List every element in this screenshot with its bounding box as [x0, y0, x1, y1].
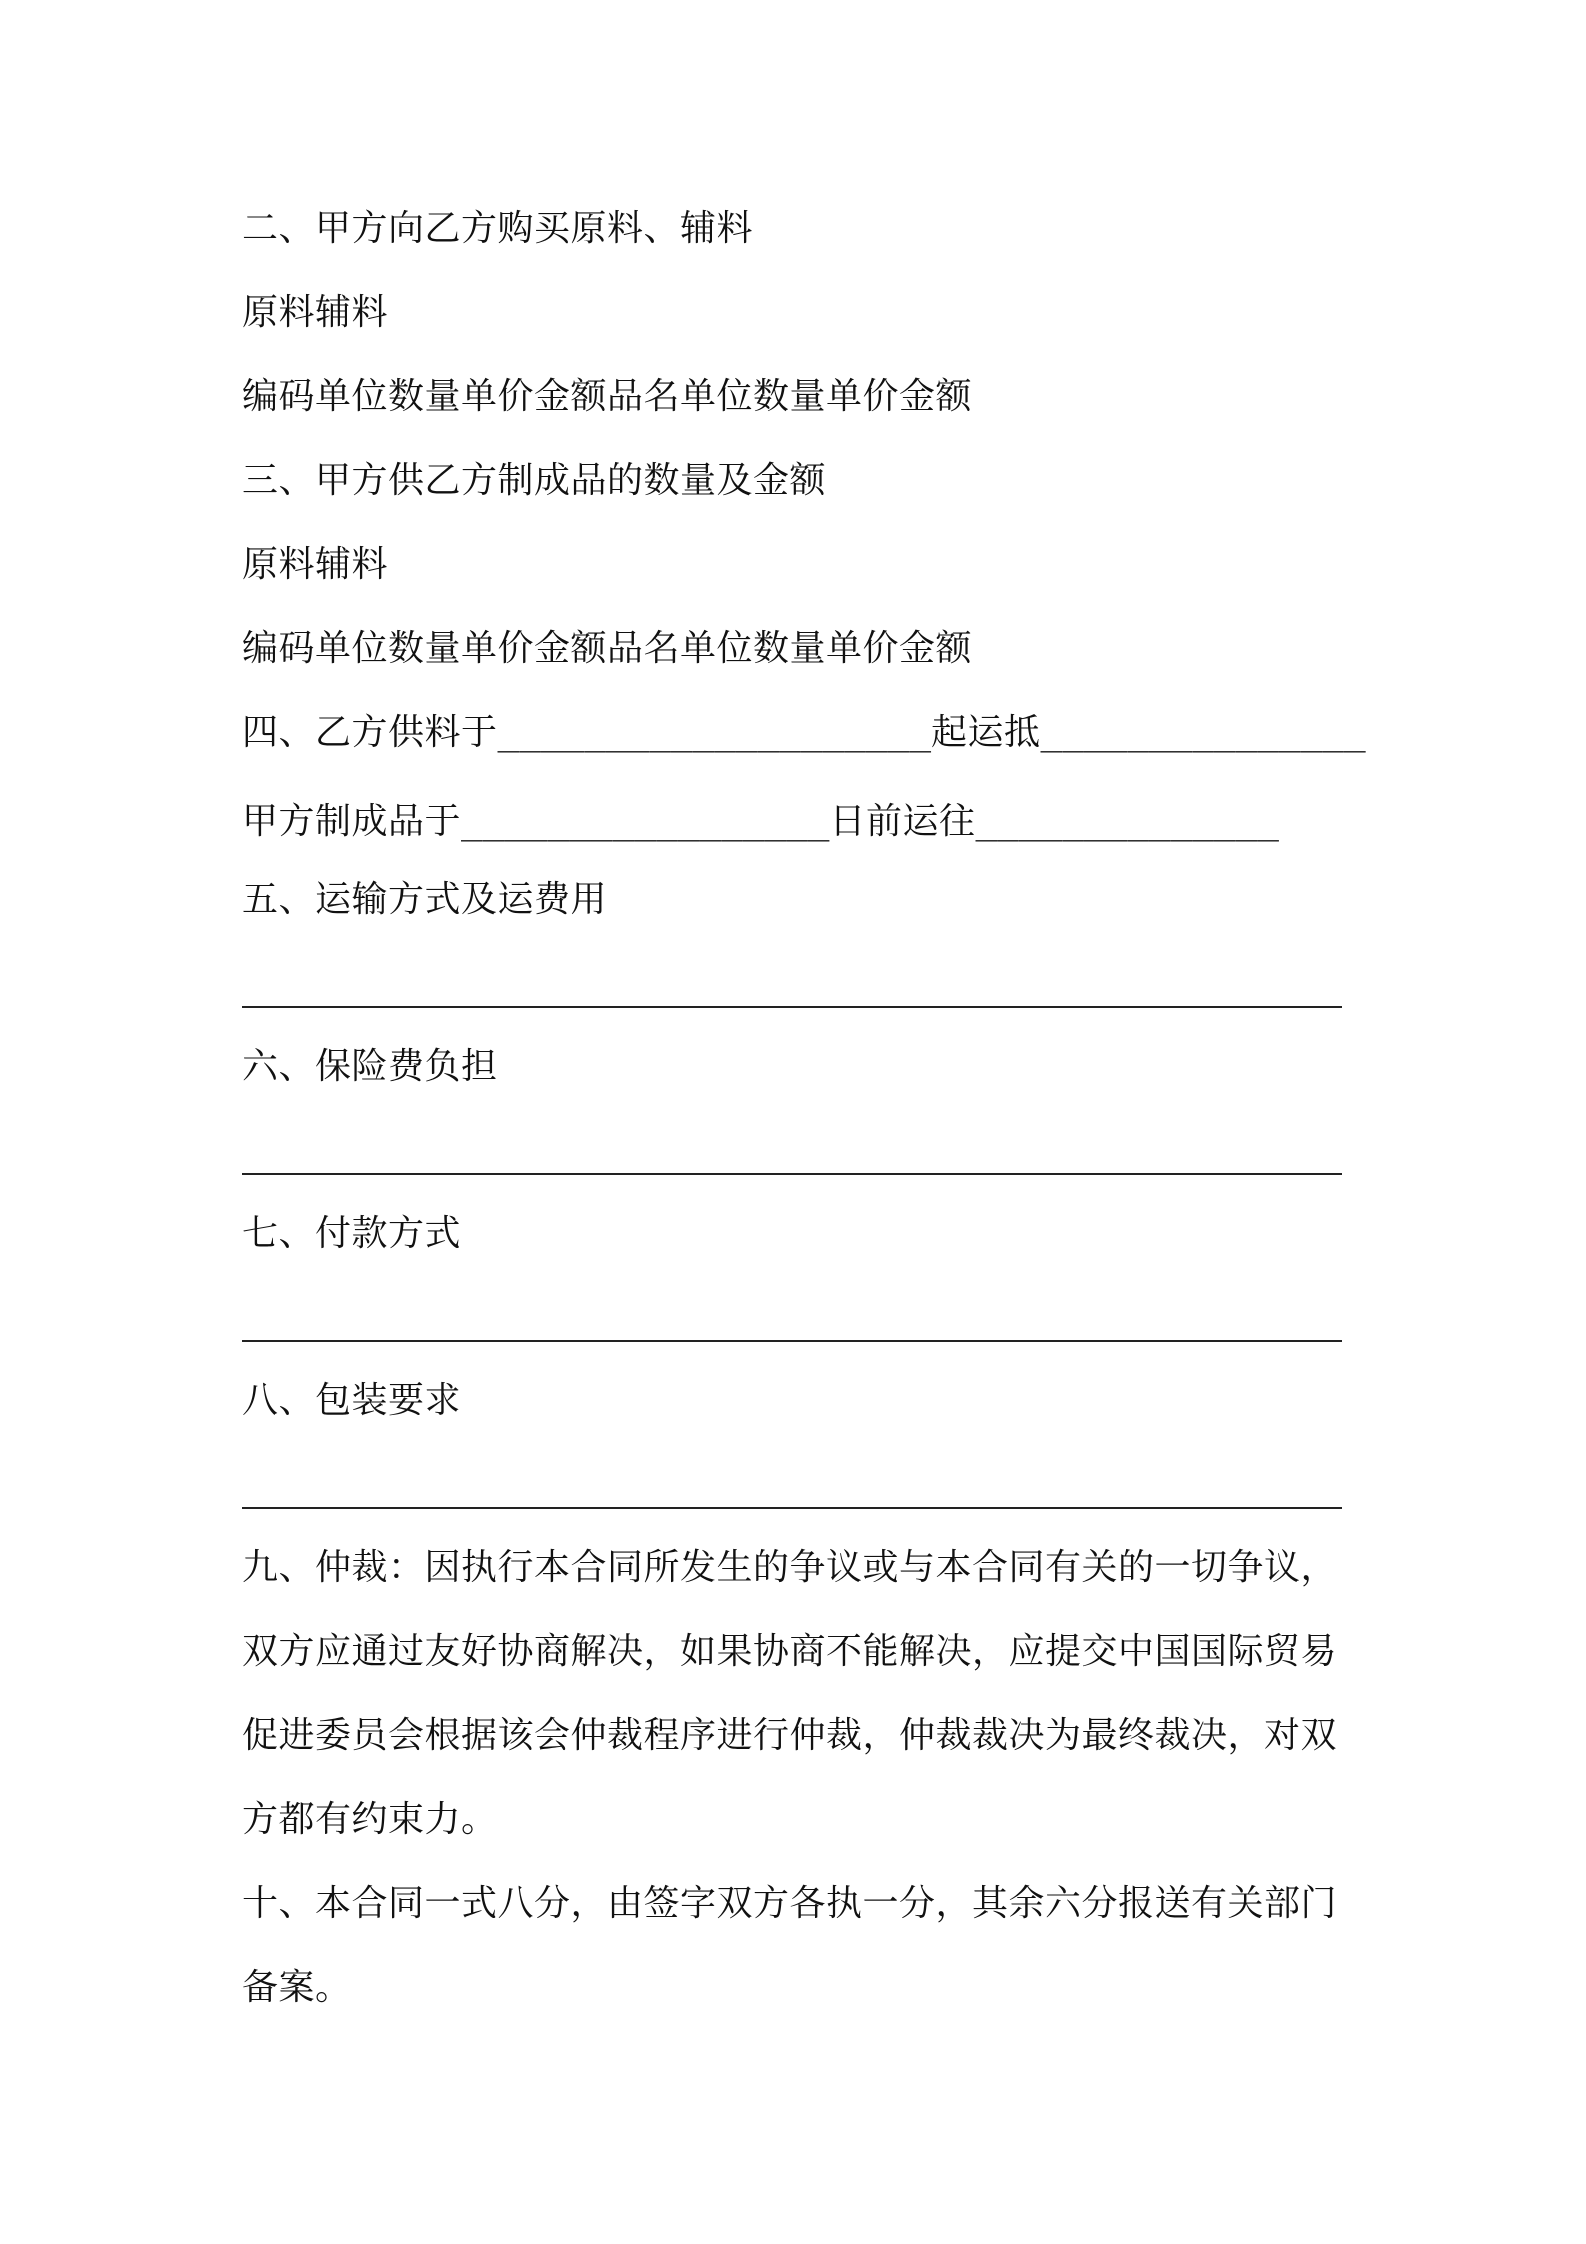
section-9-line: 双方应通过友好协商解决，如果协商不能解决，应提交中国国际贸易	[242, 1631, 1338, 1672]
section-4-column-labels: 编码单位数量单价金额品名单位数量单价金额	[242, 628, 973, 669]
section-3-heading: 三、甲方供乙方制成品的数量及金额	[242, 460, 827, 501]
section-4-line-2-middle-label: 日前运往	[829, 801, 976, 842]
section-6-fill-line	[242, 1173, 1342, 1175]
section-10-line: 备案。	[242, 1967, 352, 2008]
section-6-heading: 六、保险费负担	[242, 1046, 498, 1087]
finished-goods-date-blank: _________________	[461, 801, 830, 842]
section-4-middle-label: 起运抵	[931, 712, 1041, 753]
destination-blank: _______________	[1040, 712, 1366, 753]
section-2-column-labels: 编码单位数量单价金额品名单位数量单价金额	[242, 376, 973, 417]
ship-to-blank: ______________	[975, 801, 1279, 842]
section-3-subheading: 原料辅料	[242, 544, 389, 585]
section-5-heading: 五、运输方式及运费用	[242, 879, 608, 920]
section-5-fill-line	[242, 1006, 1342, 1008]
section-7-heading: 七、付款方式	[242, 1213, 462, 1254]
section-4-prefix: 四、乙方供料于	[242, 712, 498, 753]
section-2-subheading: 原料辅料	[242, 292, 389, 333]
section-4-line-2	[242, 798, 1279, 846]
section-8-fill-line	[242, 1507, 1342, 1509]
section-2-heading: 二、甲方向乙方购买原料、辅料	[242, 208, 754, 249]
section-4-line-1	[242, 709, 1366, 757]
section-7-fill-line	[242, 1340, 1342, 1342]
section-8-heading: 八、包装要求	[242, 1380, 462, 1421]
section-4-line-2-prefix: 甲方制成品于	[242, 801, 462, 842]
supply-date-blank: ____________________	[497, 712, 931, 753]
section-9-line: 促进委员会根据该会仲裁程序进行仲裁，仲裁裁决为最终裁决，对双	[242, 1715, 1338, 1756]
section-9-line: 九、仲裁：因执行本合同所发生的争议或与本合同有关的一切争议，	[242, 1547, 1338, 1588]
section-10-line: 十、本合同一式八分，由签字双方各执一分，其余六分报送有关部门	[242, 1883, 1338, 1924]
section-9-line: 方都有约束力。	[242, 1799, 498, 1840]
